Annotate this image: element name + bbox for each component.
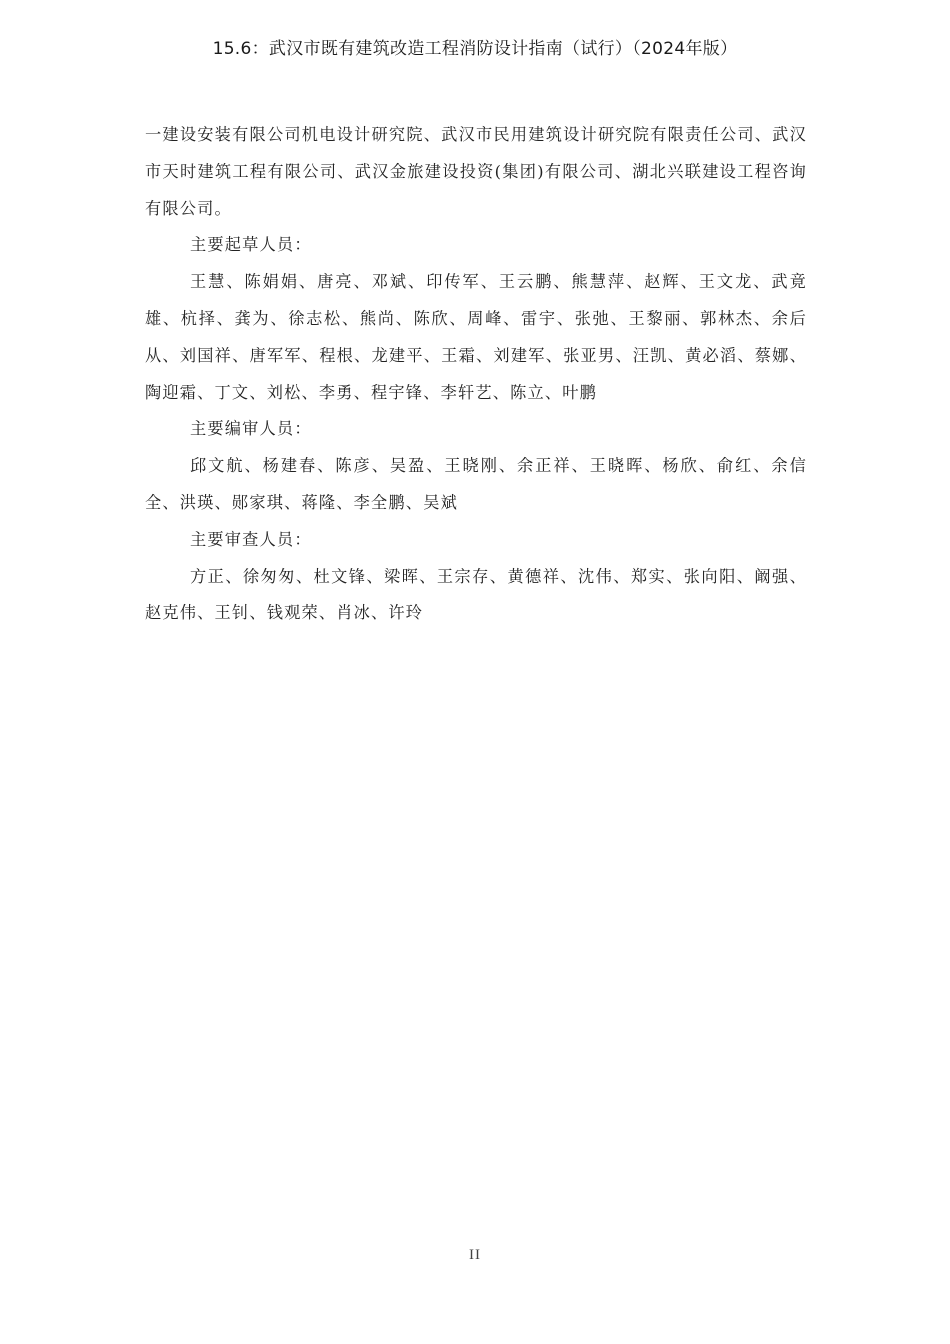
reviewers-heading: 主要审查人员： [190,529,312,549]
document-body [145,117,807,632]
page-number: II [469,1247,481,1263]
participating-units-continued: 一建设安装有限公司机电设计研究院、武汉市民用建筑设计研究院有限责任公司、武汉市天时建筑工程有限公司、武汉金旅建设投资(集团)有限公司、湖北兴联建设工程咨询有限公司。 [145,125,807,218]
page-header-title: 15.6：武汉市既有建筑改造工程消防设计指南（试行）（2024年版） [212,39,738,59]
editors-names: 邱文航、杨建春、陈彦、吴盈、王晓刚、余正祥、王晓晖、杨欣、俞红、余信全、洪瑛、郧家琪、蒋隆、李全鹏、吴斌 [145,456,807,512]
drafters-names: 王慧、陈娟娟、唐亮、邓斌、印传军、王云鹏、熊慧萍、赵辉、王文龙、武竟雄、杭择、龚为、徐志松、熊尚、陈欣、周峰、雷宇、张弛、王黎丽、郭林杰、余后从、刘国祥、唐军军、程根、龙建平、王霜、刘建军、张亚男、汪凯、黄必滔、蔡娜、陶迎霜、丁文、刘松、李勇、程宇锋、李轩艺、陈立、叶鹏 [145,272,807,402]
editors-heading: 主要编审人员： [190,419,312,439]
reviewers-names: 方正、徐匆匆、杜文锋、梁晖、王宗存、黄德祥、沈伟、郑实、张向阳、阚强、赵克伟、王钊、钱观荣、肖冰、许玲 [145,566,807,623]
drafters-heading: 主要起草人员： [190,235,312,255]
